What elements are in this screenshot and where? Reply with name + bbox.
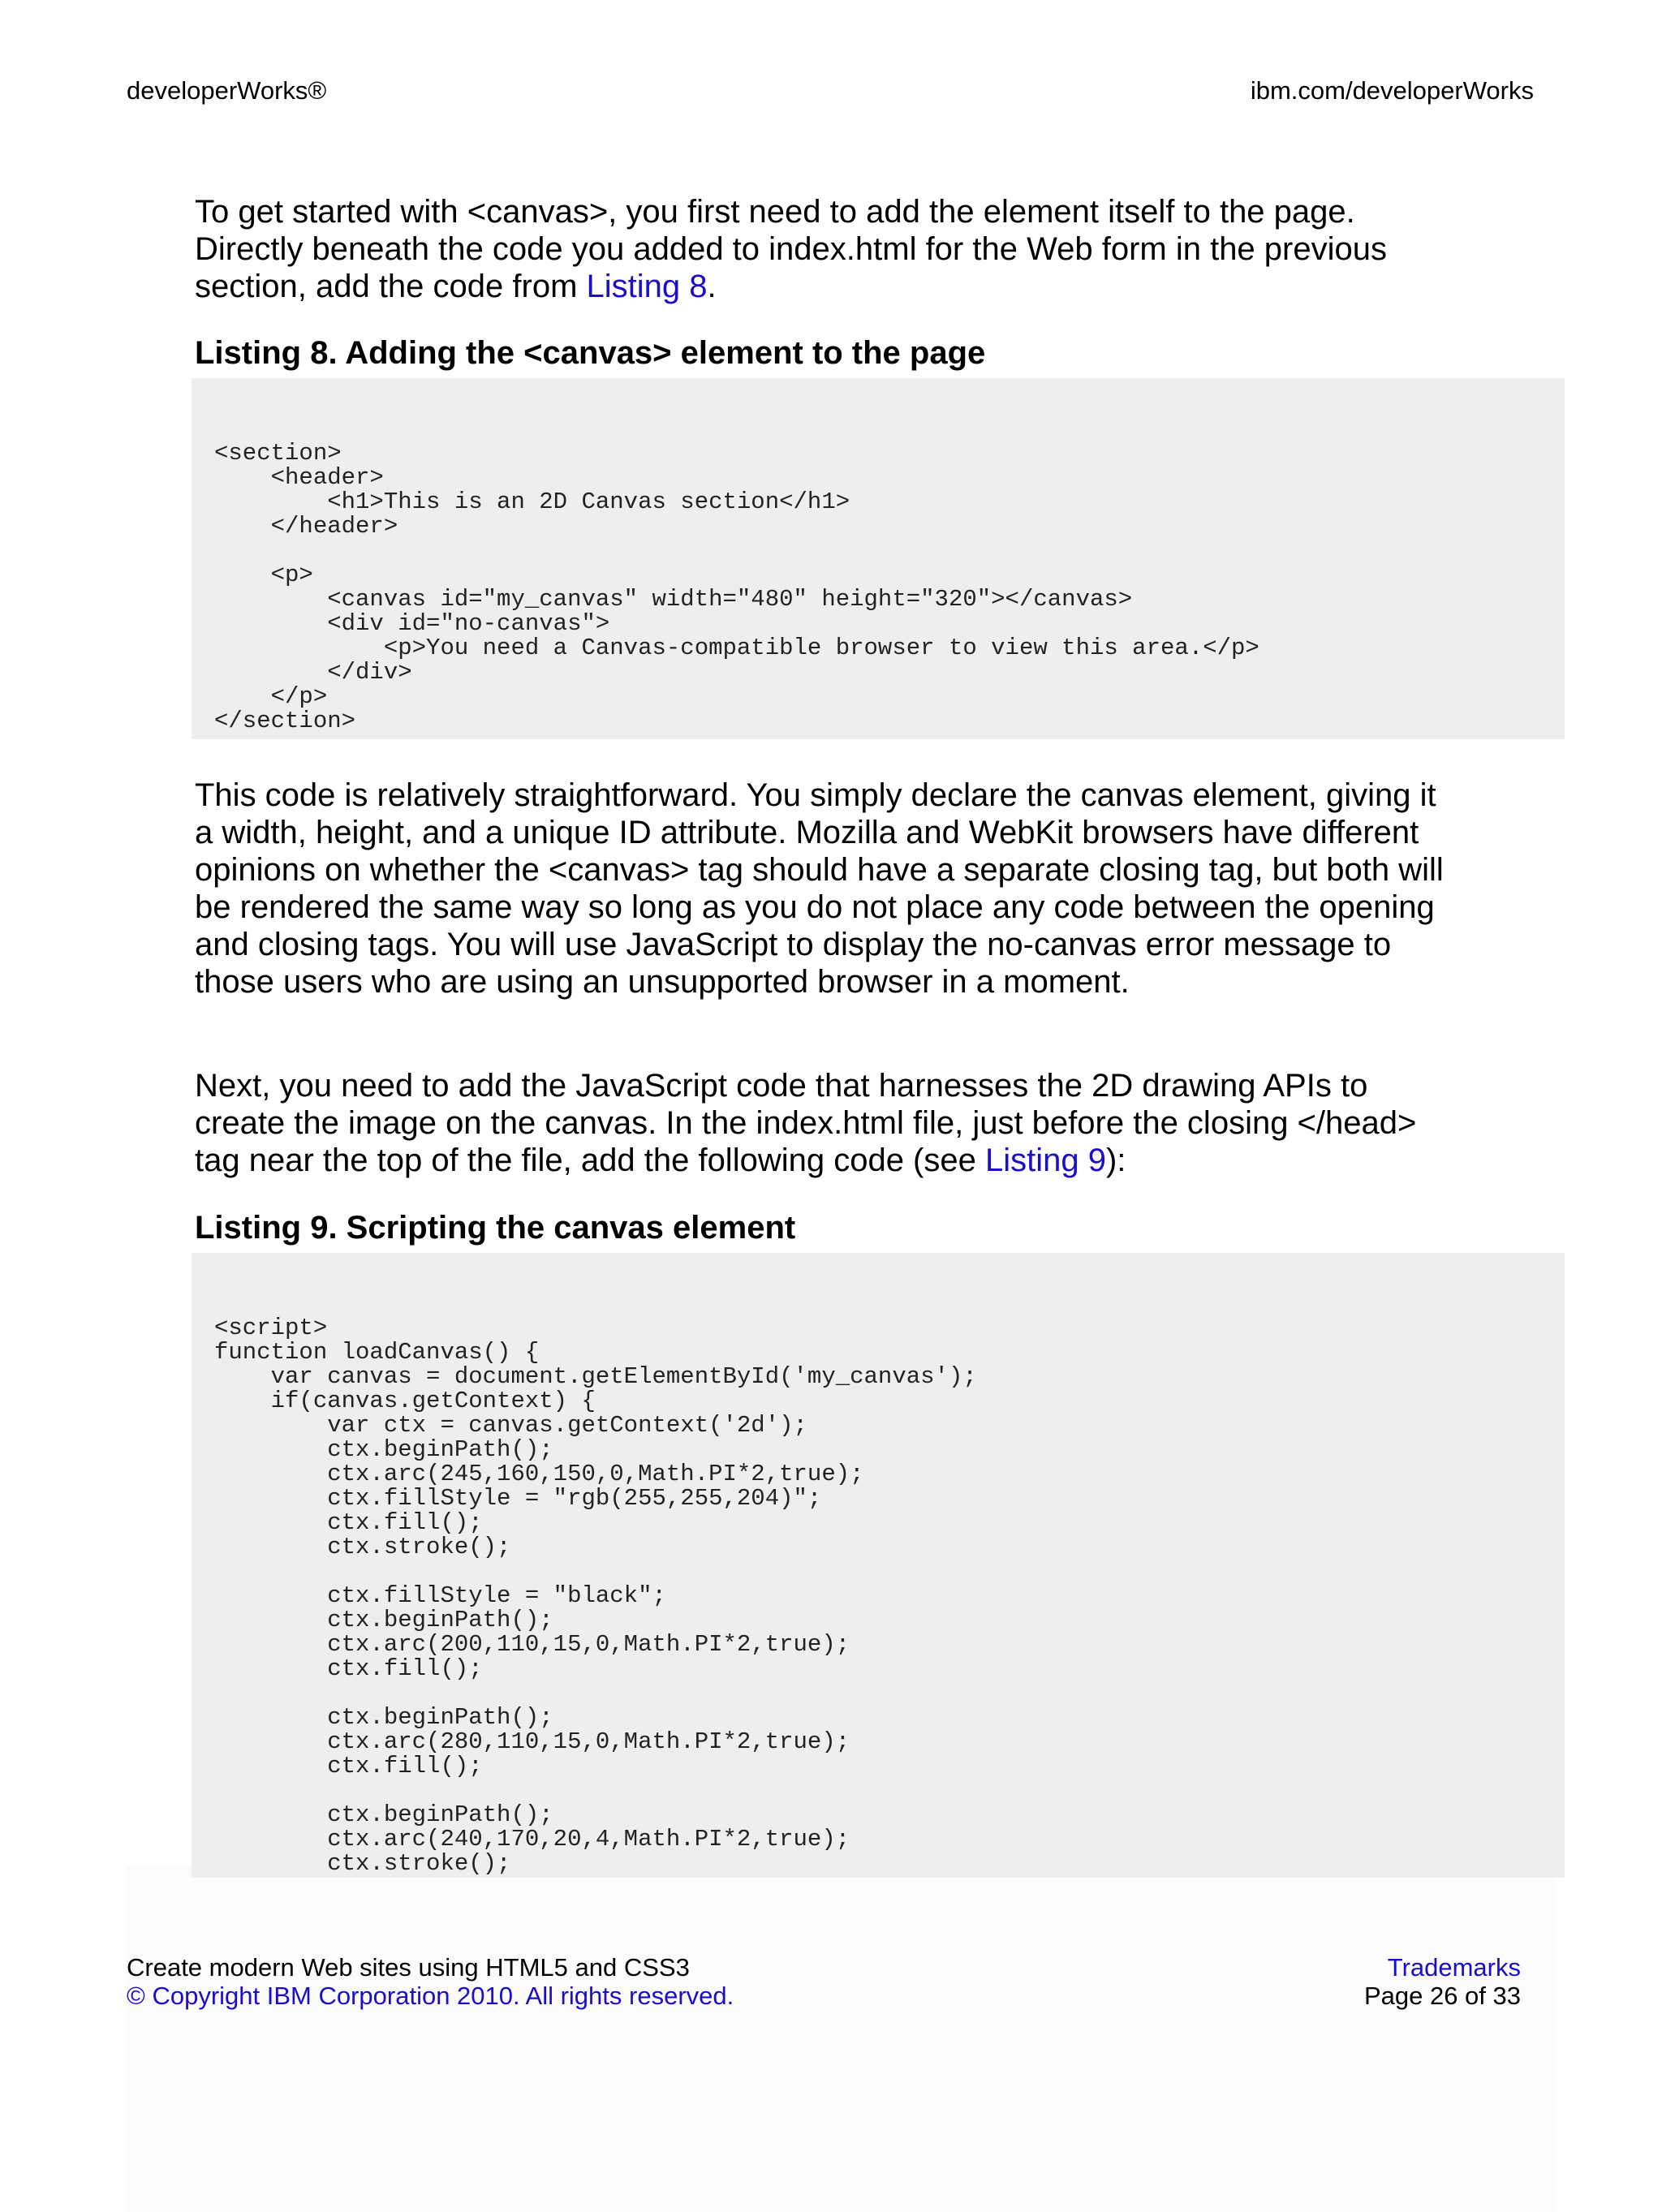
- intro-end: .: [707, 269, 717, 304]
- footer-document-title: Create modern Web sites using HTML5 and CSS3: [127, 1953, 690, 1982]
- listing-8-code: <section> <header> <h1>This is an 2D Canvas section</h1> </header> <p> <canvas id="my_canvas" width="480" height="320"></canvas> <div id="no-canvas"> <p>You need a Canvas-compatible browser to view this area.</p> </div> </p> </section>: [214, 440, 1259, 734]
- footer-trademarks-link[interactable]: Trademarks: [1387, 1953, 1521, 1982]
- listing-8-link[interactable]: Listing 8: [586, 269, 708, 304]
- footer-copyright-link[interactable]: © Copyright IBM Corporation 2010. All rights reserved.: [127, 1982, 734, 2010]
- listing-8-title: Listing 8. Adding the <canvas> element to the page: [195, 335, 986, 371]
- listing-9-code-block: [192, 1253, 1565, 1878]
- header-brand: developerWorks®: [127, 76, 327, 105]
- javascript-intro-paragraph: [195, 1067, 1461, 1179]
- javascript-intro-text: Next, you need to add the JavaScript code that harnesses the 2D drawing APIs to create the image on the canvas. In the index.html file, just before the closing </head> tag near the top of the file, add the following code (see: [195, 1068, 1417, 1178]
- header-site-url: ibm.com/developerWorks: [1250, 76, 1534, 105]
- footer-page-number: Page 26 of 33: [1363, 1982, 1521, 2010]
- listing-8-code-block: [192, 378, 1565, 739]
- page-background: [127, 1866, 1555, 2212]
- intro-text: To get started with <canvas>, you first need to add the element itself to the page. Directly beneath the code you added to index.html for the Web form in the previous section, add the code from: [195, 194, 1387, 304]
- javascript-intro-end: ):: [1105, 1143, 1126, 1178]
- listing-9-title: Listing 9. Scripting the canvas element: [195, 1210, 796, 1246]
- listing-9-link[interactable]: Listing 9: [984, 1143, 1106, 1178]
- canvas-explanation-paragraph: This code is relatively straightforward. You simply declare the canvas element, giving it a width, height, and a unique ID attribute. Mozilla and WebKit browsers have different opinions on whether the <canvas> tag should have a separate closing tag, but both will be rendered the same way so long as you do not place any code between the opening and closing tags. You will use JavaScript to display the no-canvas error message to those users who are using an unsupported browser in a moment.: [195, 777, 1444, 1000]
- intro-paragraph: [195, 193, 1461, 305]
- listing-9-code: <script> function loadCanvas() { var canvas = document.getElementById('my_canvas'); if(canvas.getContext) { var ctx = canvas.getContext('2d'); ctx.beginPath(); ctx.arc(245,160,150,0,Math.PI*2,true); ctx.fillStyle = "rgb(255,255,204)"; ctx.fill(); ctx.stroke(); ctx.fillStyle = "black"; ctx.beginPath(); ctx.arc(200,110,15,0,Math.PI*2,true); ctx.fill(); ctx.beginPath(); ctx.arc(280,110,15,0,Math.PI*2,true); ctx.fill(); ctx.beginPath(); ctx.arc(240,170,20,4,Math.PI*2,true); ctx.stroke();: [214, 1315, 977, 1877]
